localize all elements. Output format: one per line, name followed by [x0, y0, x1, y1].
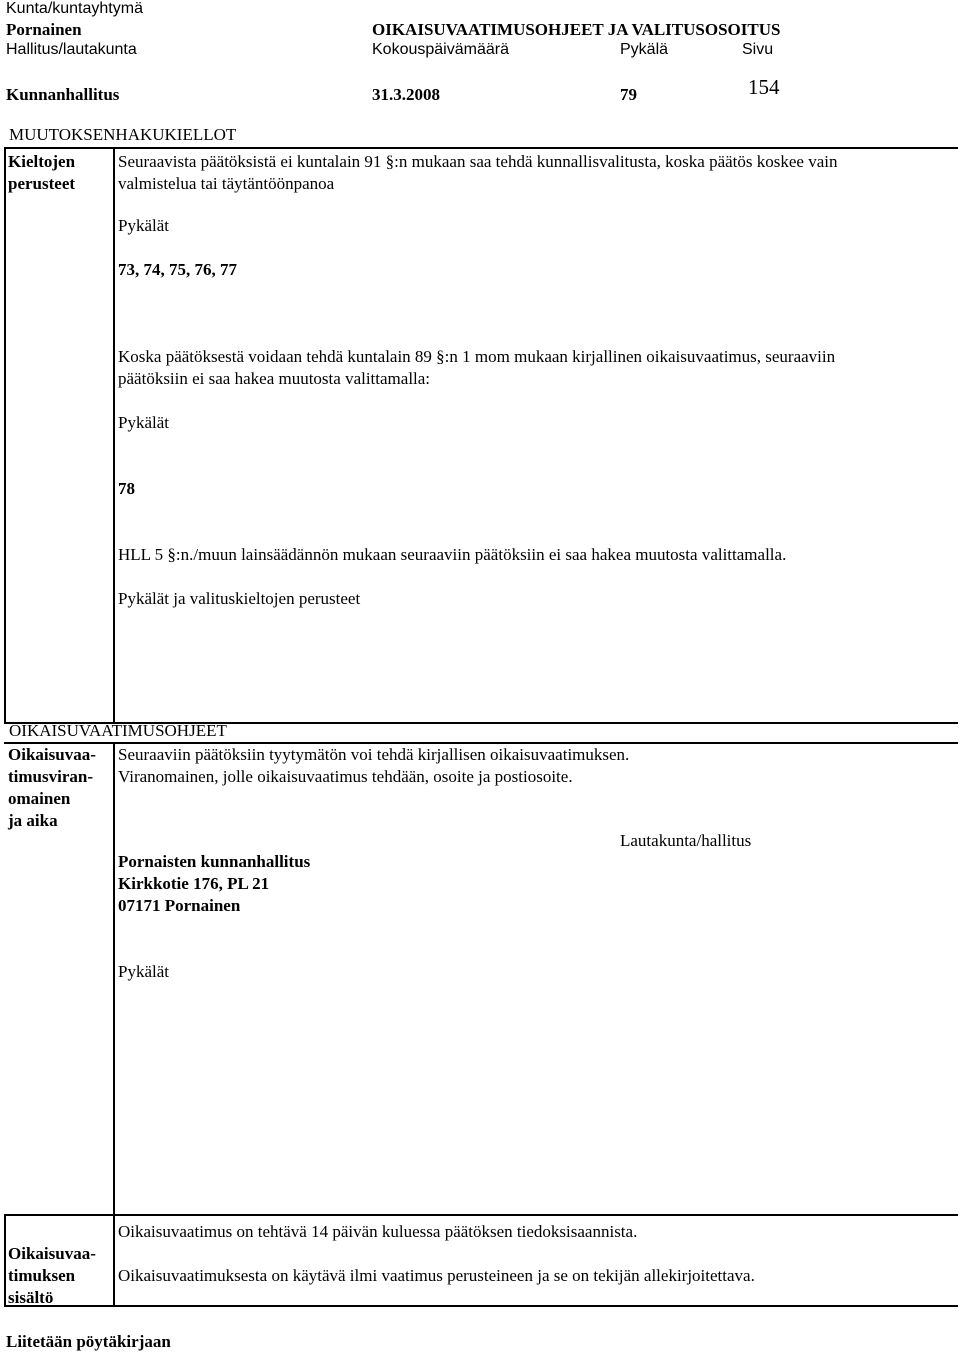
divider	[4, 1214, 6, 1305]
sections-label: Pykälät	[118, 216, 169, 235]
page-label: Sivu	[742, 41, 774, 58]
divider	[4, 1214, 958, 1216]
claim-content-label-line3: sisältö	[8, 1288, 54, 1307]
claim-right-paragraph: Seuraaviin päätöksiin tyytymätön voi tehdä kirjallisen oikaisuvaatimuksen.	[118, 745, 630, 764]
page-number: 154	[748, 75, 780, 99]
claim-authority-label-line1: Oikaisuvaa-	[8, 745, 96, 764]
meeting-date-value: 31.3.2008	[372, 85, 440, 104]
sections-value: 73, 74, 75, 76, 77	[118, 260, 237, 279]
ban-grounds-label-line2: perusteet	[8, 174, 76, 193]
claim-content-label-line1: Oikaisuvaa-	[8, 1244, 96, 1263]
document-title: OIKAISUVAATIMUSOHJEET JA VALITUSOSOITUS	[372, 20, 781, 39]
divider	[4, 742, 958, 744]
board-value: Kunnanhallitus	[6, 85, 120, 104]
address-line-2: Kirkkotie 176, PL 21	[118, 874, 270, 893]
sections-value: 78	[118, 479, 135, 498]
special-law-paragraph: HLL 5 §:n./muun lainsäädännön mukaan seuraaviin päätöksiin ei saa hakea muutosta valittamalla.	[118, 545, 787, 564]
divider	[113, 147, 115, 724]
ban-paragraph-line1: Seuraavista päätöksistä ei kuntalain 91 §:n mukaan saa tehdä kunnallisvalitusta, koska päätös koskee vain	[118, 152, 838, 171]
divider	[113, 742, 115, 1305]
attachment-note: Liitetään pöytäkirjaan	[6, 1332, 171, 1351]
divider	[4, 147, 6, 724]
address-line-1: Pornaisten kunnanhallitus	[118, 852, 311, 871]
divider	[4, 147, 958, 149]
claim-content-label-line2: timuksen	[8, 1266, 76, 1285]
section-label: Pykälä	[620, 41, 669, 58]
sections-label: Pykälät	[118, 413, 169, 432]
claim-authority-label-line4: ja aika	[8, 811, 58, 830]
claim-allowed-paragraph-line1: Koska päätöksestä voidaan tehdä kuntalain 89 §:n 1 mom mukaan kirjallinen oikaisuvaatimus, seuraaviin	[118, 347, 836, 366]
claim-instructions-heading: OIKAISUVAATIMUSOHJEET	[9, 721, 227, 740]
ban-grounds-label-line1: Kieltojen	[8, 152, 76, 171]
org-name: Pornainen	[6, 20, 82, 39]
authority-type: Lautakunta/hallitus	[620, 831, 752, 850]
board-label: Hallitus/lautakunta	[6, 41, 137, 58]
authority-address-paragraph: Viranomainen, jolle oikaisuvaatimus tehdään, osoite ja postiosoite.	[118, 767, 573, 786]
divider	[4, 1305, 958, 1307]
claim-allowed-paragraph-line2: päätöksiin ei saa hakea muutosta valittamalla:	[118, 369, 431, 388]
claim-deadline-paragraph: Oikaisuvaatimus on tehtävä 14 päivän kuluessa päätöksen tiedoksisaannista.	[118, 1222, 638, 1241]
sections-label: Pykälät	[118, 962, 169, 981]
sections-and-grounds-label: Pykälät ja valituskieltojen perusteet	[118, 589, 361, 608]
claim-authority-label-line2: timusviran-	[8, 767, 93, 786]
section-value: 79	[620, 85, 637, 104]
appeal-ban-heading: MUUTOKSENHAKUKIELLOT	[9, 125, 237, 144]
org-label: Kunta/kuntayhtymä	[6, 0, 143, 17]
ban-paragraph-line2: valmistelua tai täytäntöönpanoa	[118, 174, 335, 193]
meeting-date-label: Kokouspäivämäärä	[372, 41, 509, 58]
claim-content-paragraph: Oikaisuvaatimuksesta on käytävä ilmi vaatimus perusteineen ja se on tekijän allekirjoitettava.	[118, 1266, 755, 1285]
address-line-3: 07171 Pornainen	[118, 896, 241, 915]
claim-authority-label-line3: omainen	[8, 789, 71, 808]
